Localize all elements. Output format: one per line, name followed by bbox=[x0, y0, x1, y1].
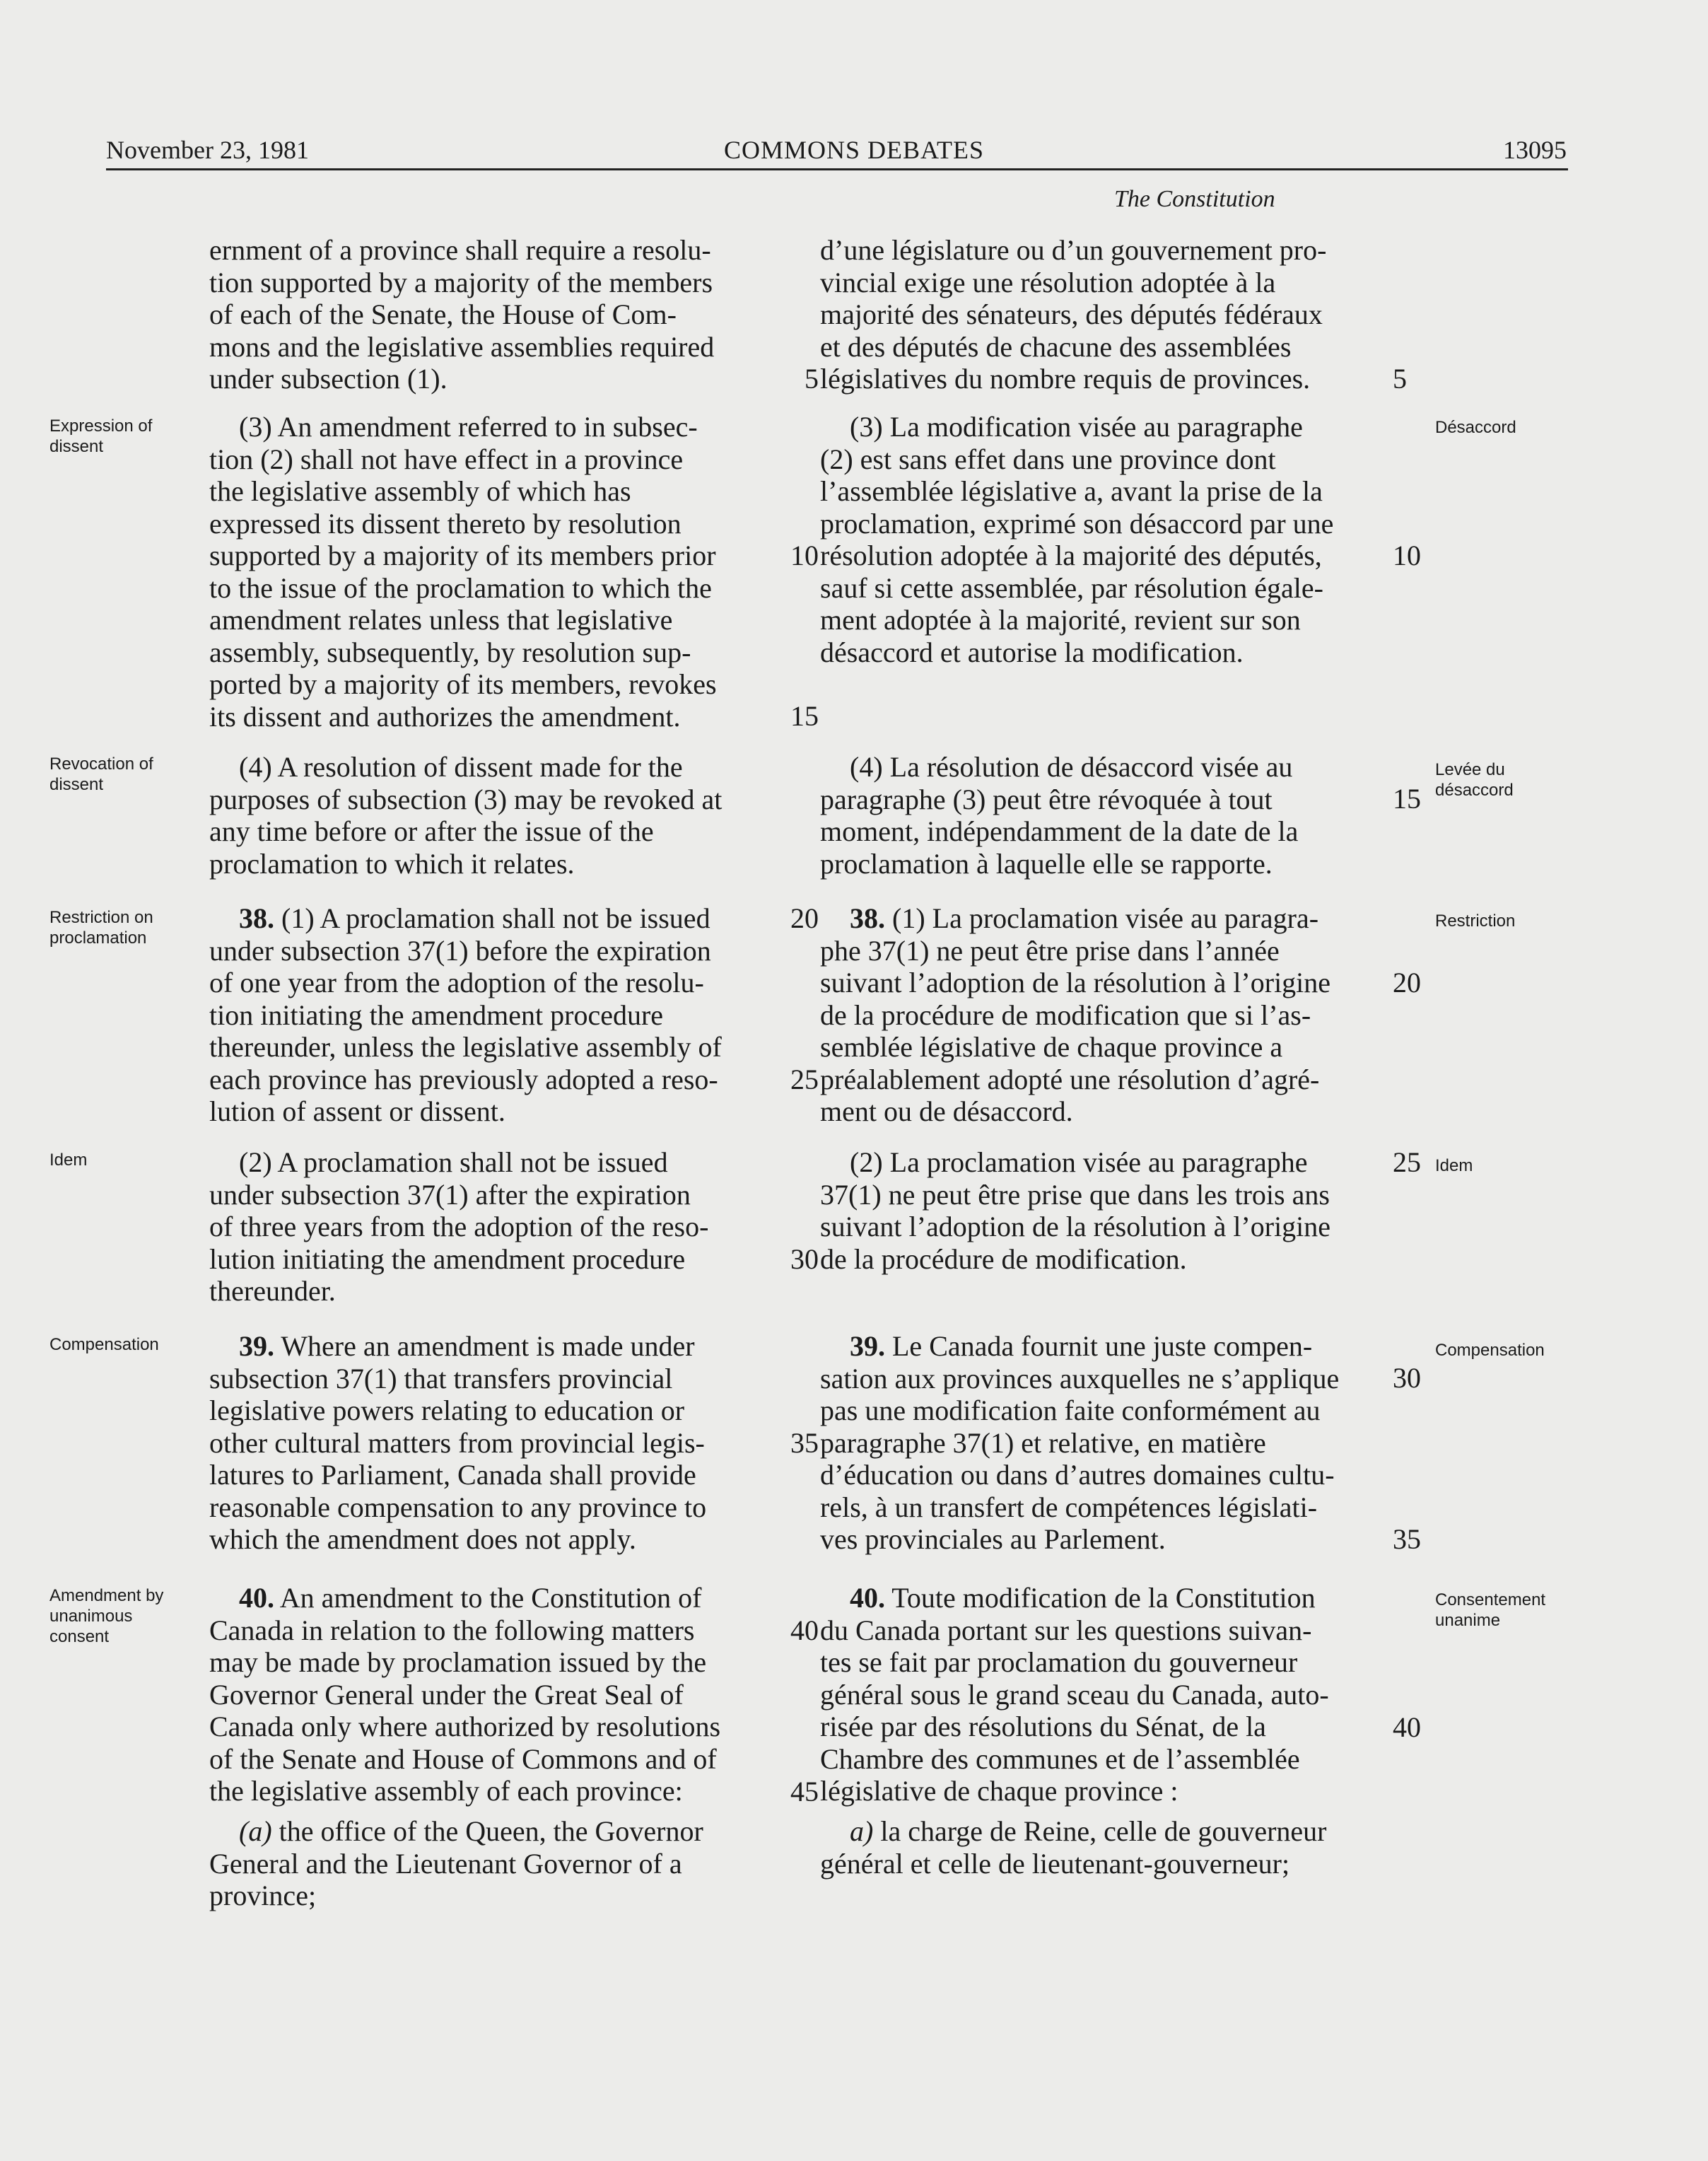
fr-paragraph-text: (2) La proclamation visée au paragraphe 37(1) ne peut être prise que dans les trois ans suivant l’adoption de la résolution à l’origine de la procédure de modification. bbox=[820, 1146, 1331, 1275]
line-number-en: 45 bbox=[790, 1776, 819, 1807]
en-paragraph-40 bbox=[209, 1582, 779, 1807]
section-title: The Constitution bbox=[1114, 186, 1275, 212]
en-paragraph-text-wrap bbox=[209, 902, 779, 1128]
fr-paragraph-text: Le Canada fournit une juste compen- sation aux provinces auxquelles ne s’applique pas une modification faite conformément au paragraphe 37(1) et relative, en matière d’éducation ou dans d’autres domaines cultu- rels, à un transfert de compétences législati- ves provinciales au Parlement. bbox=[820, 1330, 1340, 1555]
margin-note-idem: Idem bbox=[49, 1151, 88, 1170]
en-paragraph-text-wrap bbox=[209, 1330, 779, 1556]
fr-paragraph-text: (4) La résolution de désaccord visée au paragraphe (3) peut être révoquée à tout moment, indépendamment de la date de la proclamation à laquelle elle se rapporte. bbox=[820, 751, 1299, 880]
fr-paragraph-continuation bbox=[820, 234, 1391, 395]
fr-paragraph-text: (1) La proclamation visée au paragra- phe 37(1) ne peut être prise dans l’année suivant l’adoption de la résolution à l’origine de la procédure de modification que si l’as- semblée législative de chaque province a préalablement adopté une résolution d’agré- ment ou de désaccord. bbox=[820, 902, 1331, 1127]
margin-note-desaccord: Désaccord bbox=[1435, 418, 1516, 437]
section-number: 39. bbox=[850, 1330, 885, 1362]
margin-note-levee-du-desaccord: Levée du désaccord bbox=[1435, 760, 1514, 800]
margin-note-restriction: Restriction bbox=[1435, 911, 1516, 931]
line-number-en: 25 bbox=[790, 1064, 819, 1095]
fr-paragraph-38-2 bbox=[820, 1146, 1391, 1275]
section-number: 40. bbox=[850, 1582, 885, 1614]
en-paragraph-38-2 bbox=[209, 1146, 779, 1307]
line-number-fr: 5 bbox=[1393, 363, 1407, 395]
fr-paragraph-text: la charge de Reine, celle de gouverneur général et celle de lieutenant-gouverneur; bbox=[820, 1815, 1327, 1880]
line-number-fr: 20 bbox=[1393, 967, 1421, 998]
line-number-en: 10 bbox=[790, 540, 819, 571]
margin-note-expression-of-dissent: Expression of dissent bbox=[49, 417, 153, 456]
fr-paragraph-text: Toute modification de la Constitution du Canada portant sur les questions suivan- tes se fait par proclamation du gouverneur général sous le grand sceau du Canada, auto- risée par des résolutions du Sénat, de la Chambre des communes et de l’assemblée législative de chaque province : bbox=[820, 1582, 1329, 1807]
en-paragraph-37-4 bbox=[209, 751, 779, 880]
publication-title: COMMONS DEBATES bbox=[723, 136, 985, 164]
fr-paragraph-38-1 bbox=[820, 902, 1391, 1128]
line-number-fr: 30 bbox=[1393, 1362, 1421, 1394]
en-paragraph-37-3 bbox=[209, 411, 779, 733]
line-number-en: 35 bbox=[790, 1427, 819, 1459]
en-paragraph-text: Where an amendment is made under subsection 37(1) that transfers provincial legislative powers relating to education or other cultural matters from provincial legis- latures to Parliament, Canada shall provide reasonable compensation to any province to which the amendment does not apply. bbox=[209, 1330, 707, 1555]
header-date: November 23, 1981 bbox=[106, 136, 309, 164]
section-number: 38. bbox=[850, 902, 885, 934]
fr-paragraph-text-wrap bbox=[820, 902, 1391, 1128]
margin-note-compensation-fr: Compensation bbox=[1435, 1341, 1545, 1360]
fr-paragraph-40 bbox=[820, 1582, 1391, 1807]
margin-note-restriction-on-proclamation: Restriction on proclamation bbox=[49, 908, 153, 948]
en-paragraph-text-wrap bbox=[209, 1582, 779, 1807]
en-paragraph-38-1 bbox=[209, 902, 779, 1128]
en-paragraph-continuation bbox=[209, 234, 779, 395]
line-number-en: 5 bbox=[805, 363, 819, 395]
item-label: (a) bbox=[239, 1815, 272, 1847]
margin-note-amendment-by-unanimous-consent: Amendment by unanimous consent bbox=[49, 1586, 164, 1646]
section-number: 38. bbox=[239, 902, 274, 934]
fr-paragraph-text: (3) La modification visée au paragraphe (2) est sans effet dans une province dont l’assemblée législative a, avant la prise de la proclamation, exprimé son désaccord par une résolution adoptée à la majorité des députés, sauf si cette assemblée, par résolution égale- ment adoptée à la majorité, revient sur son désaccord et autorise la modification. bbox=[820, 411, 1334, 668]
en-paragraph-text: ernment of a province shall require a resolu- tion supported by a majority of the members of each of the Senate, the House of Com- mons and the legislative assemblies required under subsection (1). bbox=[209, 234, 715, 395]
page-number: 13095 bbox=[1503, 136, 1567, 164]
item-label: a) bbox=[850, 1815, 874, 1847]
section-number: 39. bbox=[239, 1330, 274, 1362]
line-number-fr: 25 bbox=[1393, 1146, 1421, 1178]
fr-paragraph-text: d’une législature ou d’un gouvernement pro- vincial exige une résolution adoptée à la majorité des sénateurs, des députés fédéraux et des députés de chacune des assemblées législatives du nombre requis de provinces. bbox=[820, 234, 1327, 395]
en-paragraph-39 bbox=[209, 1330, 779, 1556]
margin-note-idem-fr: Idem bbox=[1435, 1156, 1473, 1175]
en-paragraph-text: An amendment to the Constitution of Canada in relation to the following matters may be made by proclamation issued by the Governor General under the Great Seal of Canada only where authorized by resolutions of the Senate and House of Commons and of the legislative assembly of each province: bbox=[209, 1582, 721, 1807]
en-paragraph-text: (4) A resolution of dissent made for the purposes of subsection (3) may be revoked at any time before or after the issue of the proclamation to which it relates. bbox=[209, 751, 723, 880]
section-number: 40. bbox=[239, 1582, 274, 1614]
margin-note-compensation: Compensation bbox=[49, 1335, 159, 1354]
line-number-fr: 35 bbox=[1393, 1523, 1421, 1555]
fr-paragraph-37-3 bbox=[820, 411, 1391, 668]
line-number-fr: 10 bbox=[1393, 540, 1421, 571]
en-paragraph-text-wrap bbox=[209, 1815, 779, 1912]
en-paragraph-text: (3) An amendment referred to in subsec- tion (2) shall not have effect in a province the legislative assembly of which has expressed its dissent thereto by resolution supported by a majority of its members prior to the issue of the proclamation to which the amendment relates unless that legislative assembly, subsequently, by resolution sup- ported by a majority of its members, revokes its dissent and authorizes the amendment. bbox=[209, 411, 717, 733]
header-rule bbox=[106, 168, 1568, 170]
line-number-fr: 40 bbox=[1393, 1711, 1421, 1743]
line-number-en: 20 bbox=[790, 902, 819, 934]
margin-note-consentement-unanime: Consentement unanime bbox=[1435, 1590, 1546, 1630]
line-number-fr: 15 bbox=[1393, 783, 1421, 815]
fr-paragraph-text-wrap bbox=[820, 1582, 1391, 1807]
fr-paragraph-37-4 bbox=[820, 751, 1391, 880]
line-number-en: 30 bbox=[790, 1243, 819, 1275]
fr-paragraph-text-wrap bbox=[820, 1330, 1391, 1556]
line-number-en: 40 bbox=[790, 1614, 819, 1646]
margin-note-revocation-of-dissent: Revocation of dissent bbox=[49, 755, 153, 794]
line-number-en: 15 bbox=[790, 700, 819, 732]
en-paragraph-text: (2) A proclamation shall not be issued under subsection 37(1) after the expiration of three years from the adoption of the reso- lution initiating the amendment procedure thereunder. bbox=[209, 1146, 709, 1307]
en-paragraph-text: (1) A proclamation shall not be issued under subsection 37(1) before the expiration of one year from the adoption of the resolu- tion initiating the amendment procedure thereunder, unless the legislative assembly of each province has previously adopted a reso- lution of assent or dissent. bbox=[209, 902, 722, 1127]
en-paragraph-40-a bbox=[209, 1815, 779, 1912]
fr-paragraph-text-wrap bbox=[820, 1815, 1391, 1880]
fr-paragraph-39 bbox=[820, 1330, 1391, 1556]
fr-paragraph-40-a bbox=[820, 1815, 1391, 1880]
en-paragraph-text: the office of the Queen, the Governor General and the Lieutenant Governor of a province; bbox=[209, 1815, 703, 1911]
